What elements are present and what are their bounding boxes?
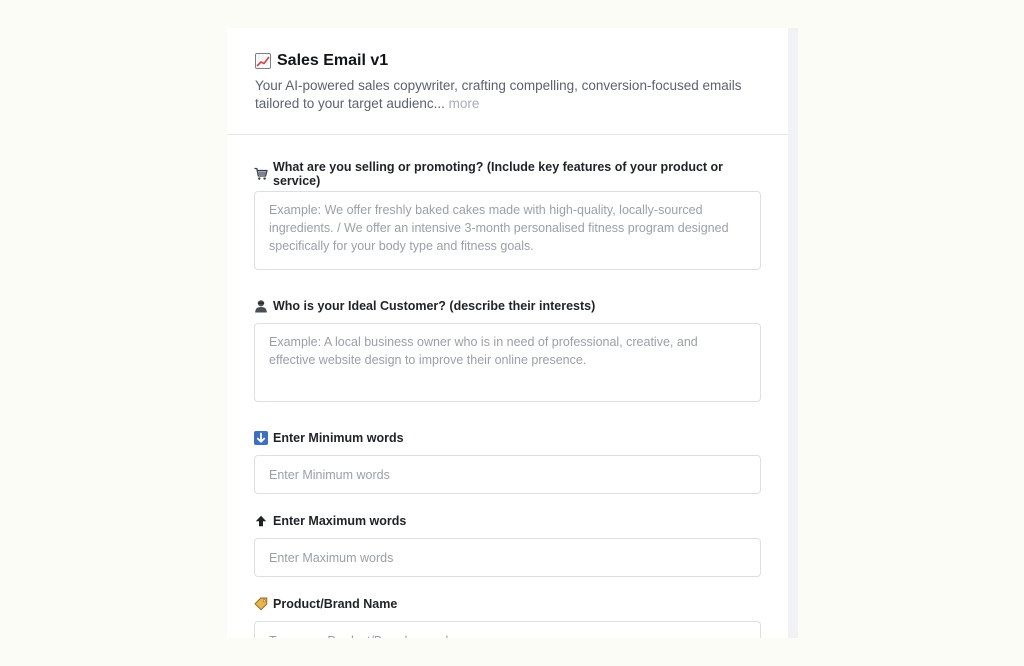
chart-increasing-icon xyxy=(255,53,271,69)
brand-name-input[interactable] xyxy=(254,621,761,638)
down-arrow-box-icon xyxy=(254,431,268,445)
field-label-row xyxy=(254,297,761,315)
field-label: Product/Brand Name xyxy=(273,597,398,611)
more-link[interactable]: more xyxy=(448,95,480,111)
description-text: Your AI-powered sales copywriter, crafting compelling, conversion-focused emails tailored to your target audienc... xyxy=(255,78,742,111)
ideal-customer-textarea[interactable] xyxy=(254,323,761,402)
field-label: Enter Maximum words xyxy=(273,514,407,528)
app-header xyxy=(227,28,788,135)
shopping-cart-icon xyxy=(254,167,268,181)
input-form xyxy=(227,135,788,638)
field-max-words xyxy=(254,512,761,577)
app-title: Sales Email v1 xyxy=(277,52,389,69)
max-words-input[interactable] xyxy=(254,538,761,577)
field-label-row xyxy=(254,595,761,613)
field-label: What are you selling or promoting? (Include key features of your product or service) xyxy=(273,160,724,188)
field-label-row xyxy=(254,512,761,530)
app-panel xyxy=(227,28,788,638)
up-arrow-icon xyxy=(254,514,268,528)
field-label: Who is your Ideal Customer? (describe their interests) xyxy=(273,299,596,313)
field-min-words xyxy=(254,429,761,494)
field-product xyxy=(254,160,761,275)
min-words-input[interactable] xyxy=(254,455,761,494)
field-label-row xyxy=(254,160,761,188)
field-ideal-customer xyxy=(254,297,761,407)
field-label: Enter Minimum words xyxy=(273,431,404,445)
field-label-row xyxy=(254,429,761,447)
product-description-textarea[interactable] xyxy=(254,191,761,270)
tag-label-icon xyxy=(254,597,268,611)
scrollbar[interactable] xyxy=(788,28,798,638)
person-silhouette-icon xyxy=(254,299,268,313)
field-brand-name xyxy=(254,595,761,638)
title-row xyxy=(255,50,760,72)
app-description xyxy=(255,77,760,112)
